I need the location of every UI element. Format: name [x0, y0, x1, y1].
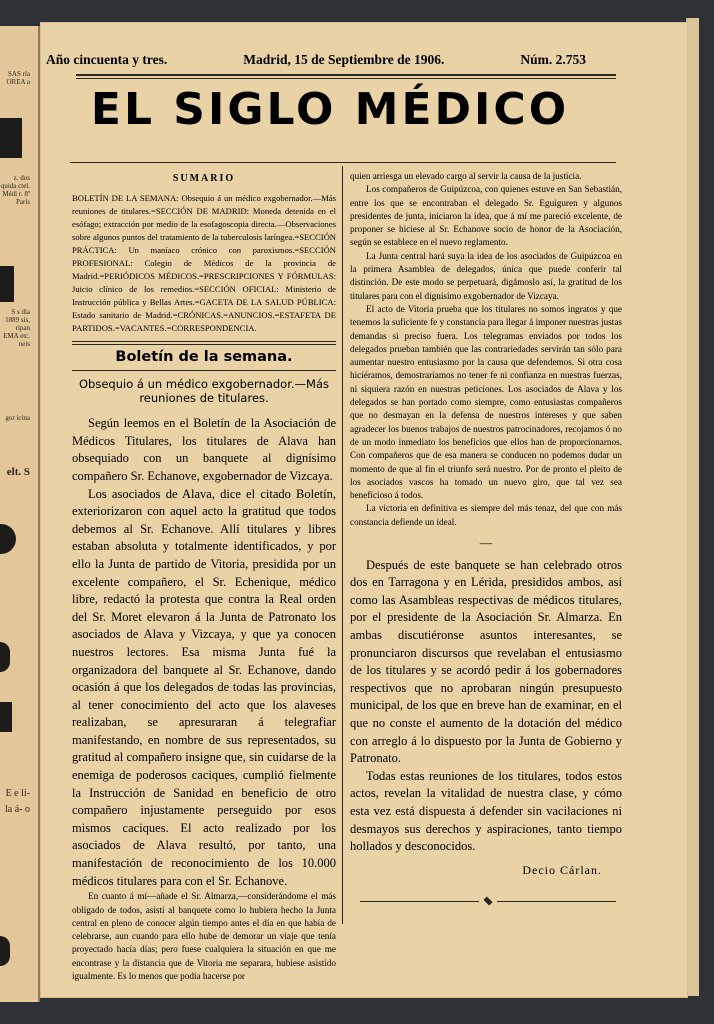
boletin-title: Boletín de la semana.	[115, 348, 293, 365]
end-ornament	[360, 896, 616, 906]
masthead-rule-top	[76, 74, 616, 76]
sumario-text: BOLETÍN DE LA SEMANA: Obsequio á un médico exgobernador.—Más reuniones de titulares.=SECCIÓN DE MADRID: Moneda detenida en el esófago; extracción por medio de la esofagoscopia directa.—Observaciones sobre algunos puntos del tratamiento de la tuberculosis laríngea.=SECCIÓN PRÁCTICA: Un maníaco crónico con paroxismos.=SECCIÓN PROFESIONAL: Colegio de Médicos de la provincia de Madrid.=PERIÓDICOS MÉDICOS.=PRESCRIPCIONES Y FÓRMULAS: Juicio clínico de los remedios.=SECCIÓN OFICIAL: Ministerio de Instrucción pública y Bellas Artes.=GACETA DE LA SALUD PÚBLICA: Estado sanitario de Madrid.=CRÓNICAS.=ANUNCIOS.=ESTAFETA DE PARTIDOS.=VACANTES.=CORRESPONDENCIA.	[72, 192, 336, 333]
right-paragraph-7: Todas estas reuniones de los titulares, todos estos actos, revelan la vitalidad de nuestra clase, y cómo esta vez está dispuesta á defender sin vacilaciones ni desmayos sus derechos y aspiraciones, tanto tiempo hollados y desconocidos.	[350, 768, 622, 854]
strip-text-1: SAS ría OREA a	[6, 70, 30, 86]
boletin-subtitle: Obsequio á un médico exgobernador.—Más reuniones de titulares.	[79, 377, 329, 406]
issue-number: Núm. 2.753	[520, 52, 586, 67]
right-paragraph-5: La victoria en definitiva es siempre del más tenaz, del que con más constancia defiende un ideal.	[350, 503, 622, 527]
year-label: Año cincuenta y tres.	[46, 52, 168, 67]
author-signature: Decio Cárlan.	[522, 862, 602, 877]
strip-block	[0, 936, 10, 966]
strip-text-2: z. dos quida ctel. Médi r. 8º París	[0, 174, 30, 206]
right-paragraph-6: Después de este banquete se han celebrado otros dos en Tarragona y en Lérida, presididos ambos, así como las Asambleas respectivas de médicos titulares, por el presidente de la Asociación Sr. Almarza. En ambas discutiéronse asuntos interesantes, se pronunciaron discursos que revelaban el entusiasmo de los titulares y se acordó pedir á los gobernadores respectivos que no aprobaran ningún presupuesto municipal, de los que en breve han de examinar, en el que no conste el aumento de la dotación del médico con arreglo á lo dispuesto por la Junta de Gobierno y Patronato.	[350, 557, 622, 766]
section-rule	[72, 341, 336, 342]
boletin-paragraph-1: Según leemos en el Boletín de la Asociación de Médicos Titulares, los titulares de Alava han obsequiado con un banquete al dignísimo compañero Sr. Echanove, exgobernador de Vizcaya.	[72, 416, 336, 483]
strip-block	[0, 266, 14, 302]
column-divider	[342, 166, 343, 924]
adjacent-page-strip	[0, 26, 40, 1002]
right-column	[350, 170, 622, 879]
boletin-paragraph-2: Los asociados de Alava, dice el citado Boletín, exteriorizaron con aquel acto la gratitud que todos debemos al Sr. Echanove. Allí titulares y libres estaban absoluta y totalmente identificados, y por ello la Junta de partido de Vitoria, presidida por un excelente compañero, el Sr. Echenique, médico libre, redactó la protesta que contra la Real orden del Sr. Moret elevaron á la Junta de Patronato los asociados de Alava y Vizcaya, y que ya conocen nuestros lectores. Esa misma Junta fué la organizadora del banquete al Sr. Echanove, dando ocasión á que los delegados de todas las provincias, al tener conocimiento del acto que los alaveses realizaban, se apresuraran á telegrafiar manifestando, en nombre de sus representados, su gratitud al compañero insigne que, sin cuidarse de la enemiga de poderosos caciques, cumplió fielmente la Instrucción de Sanidad en beneficio de otro compañero injustamente perseguido por esos mismos caciques. El acto realizado por los asociados de Alava resultó, por tanto, una manifestación de reconocimiento de los 10.000 médicos titulares para con el Sr. Echanove.	[72, 486, 336, 888]
right-paragraph-2: Los compañeros de Guipúzcoa, con quienes estuve en San Sebastián, entre los que se encontraban el delegado Sr. Eguiguren y algunos presidentes de junta, iniciaron la idea, que á mí me pareció excelente, de proponer se hiciese al Sr. Echanove socio de honor de la Asociación, según se establece en el nuevo reglamento.	[350, 184, 622, 248]
title-rule	[70, 162, 616, 163]
section-dash: —	[479, 536, 493, 551]
right-paragraph-3: La Junta central hará suya la idea de los asociados de Guipúzcoa en la primera Asamblea de delegados, única que puede conferir tal distinción. De este modo se perpetuará, digámoslo así, la gratitud de los titulares para con el dignísimo exgobernador de Vizcaya.	[350, 250, 622, 301]
masthead-rule-thin	[76, 78, 616, 79]
strip-text-4: gor icina	[5, 414, 30, 422]
newspaper-title: EL SIGLO MÉDICO	[90, 84, 570, 135]
left-column	[72, 170, 336, 983]
strip-text-5: elt. S	[6, 466, 30, 478]
sumario-heading: SUMARIO	[172, 173, 236, 184]
strip-text-3: S s dia 1889 sis, ripan EMA etc. neis	[3, 308, 30, 348]
section-rule	[72, 344, 336, 345]
section-rule	[72, 370, 336, 371]
strip-block	[0, 702, 12, 732]
right-paragraph-1: quien arriesga un elevado cargo al servir la causa de la justicia.	[350, 171, 582, 181]
boletin-paragraph-3: En cuanto á mí—añade el Sr. Almarza,—considerándome el más obligado de todos, asistí al banquete como lo hubiera hecho la Junta central en pleno de conocer algún tiempo antes el día en que había de celebrarse, aun cuando para ello hube de demorar un viaje que tenía proyectado hacía días; pero fuese cualquiera la situación en que me encontrase y la distancia que de Vitoria me separara, hubiese asistido igualmente. Es lo menos que podía hacerse por	[72, 891, 336, 981]
strip-block	[0, 524, 16, 554]
strip-block	[0, 642, 10, 672]
strip-block	[0, 118, 22, 158]
right-paragraph-4: El acto de Vitoria prueba que los titulares no somos ingratos y que tenemos la suficiente fe y constancia para llegar á imponer nuestras justas demandas si preciso fuera. Los telegramas enviados por todos los delegados prueban también que las contrariedades servirán tan sólo para aumentar nuestro entusiasmo por la causa que defendemos. Si otra cosa hiciéramos, demostraríamos no tener fe ni confianza en nuestras fuerzas, ni siquiera razón en nuestras peticiones. Los asociados de Alava y los delegados se han portado como siempre, como entusiastas compañeros que no desmayan en la defensa de nuestros intereses y que saben agradecer los buenos trabajos de nuestros patrocinadores, recojamos ó no de un modo inmediato los beneficios que ellos han de proporcionarnos. Con compañeros que de esa manera se conducen no podemos dudar un momento de que al fin el triunfo será nuestro. Por de pronto el pleito de los asociados vascos ha tomado un nuevo giro, que tal vez sea beneficioso á todos.	[350, 303, 622, 501]
date-label: Madrid, 15 de Septiembre de 1906.	[243, 52, 445, 67]
strip-text-6: E e li- la á- o	[5, 788, 30, 815]
masthead-info-row	[46, 52, 586, 68]
